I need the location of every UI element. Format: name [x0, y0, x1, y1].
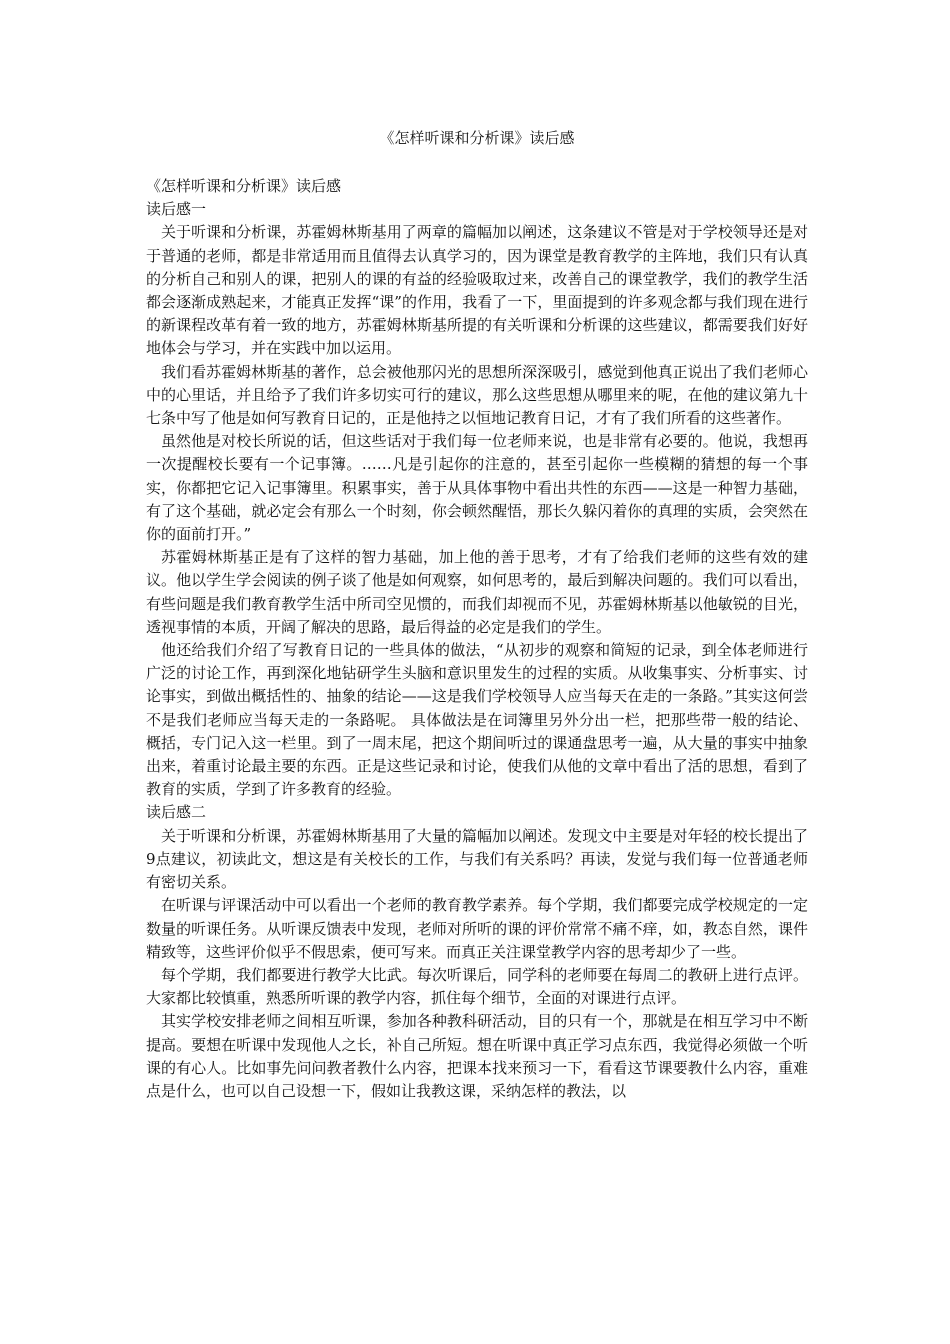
document-title: 《怎样听课和分析课》读后感 [379, 129, 575, 147]
paragraph: 他还给我们介绍了写教育日记的一些具体的做法，“从初步的观察和简短的记录，到全体老师进行广泛的讨论工作，再到深化地钻研学生头脑和意识里发生的过程的实质。从收集事实、分析事实、讨论事实，到做出概括性的、抽象的结论——这是我们学校领导人应当每天在走的一条路。”其实这何尝不是我们老师应当每天走的一条路呢。 具体做法是在词簿里另外分出一栏，把那些带一般的结论、概括，专门记入这一栏里。到了一周末尾，把这个期间听过的课通盘思考一遍，从大量的事实中抽象出来，着重讨论最主要的东西。正是这些记录和讨论，使我们从他的文章中看出了活的思想，看到了教育的实质，学到了许多教育的经验。 [146, 641, 808, 799]
paragraph: 在听课与评课活动中可以看出一个老师的教育教学素养。每个学期，我们都要完成学校规定的一定数量的听课任务。从听课反馈表中发现，老师对所听的课的评价常常不痛不痒，如，教态自然，课件精致等，这些评价似乎不假思索，便可写来。而真正关注课堂教学内容的思考却少了一些。 [146, 896, 808, 961]
paragraph: 苏霍姆林斯基正是有了这样的智力基础，加上他的善于思考，才有了给我们老师的这些有效的建议。他以学生学会阅读的例子谈了他是如何观察，如何思考的，最后到解决问题的。我们可以看出，有些问题是我们教育教学生活中所司空见惯的，而我们却视而不见，苏霍姆林斯基以他敏锐的目光，透视事情的本质，开阔了解决的思路，最后得益的必定是我们的学生。 [146, 548, 808, 636]
paragraph: 我们看苏霍姆林斯基的著作，总会被他那闪光的思想所深深吸引，感觉到他真正说出了我们老师心中的心里话，并且给予了我们许多切实可行的建议，那么这些思想从哪里来的呢，在他的建议第九十七条中写了他是如何写教育日记的，正是他持之以恒地记教育日记，才有了我们所看的这些著作。 [146, 362, 808, 428]
document-body [146, 175, 808, 1103]
document-subtitle: 《怎样听课和分析课》读后感 [146, 177, 342, 195]
section-heading-2: 读后感二 [146, 803, 207, 822]
paragraph: 关于听课和分析课，苏霍姆林斯基用了大量的篇幅加以阐述。发现文中主要是对年轻的校长提出了9点建议，初读此文，想这是有关校长的工作，与我们有关系吗？再读，发觉与我们每一位普通老师有密切关系。 [146, 826, 808, 892]
paragraph: 其实学校安排老师之间相互听课，参加各种教科研活动，目的只有一个，那就是在相互学习中不断提高。要想在听课中发现他人之长，补自己所短。想在听课中真正学习点东西，我觉得必须做一个听课的有心人。比如事先问问教者教什么内容，把课本找来预习一下，看看这节课要教什么内容，重难点是什么，也可以自己设想一下，假如让我教这课，采纳怎样的教法，以 [146, 1012, 808, 1100]
paragraph: 虽然他是对校长所说的话，但这些话对于我们每一位老师来说，也是非常有必要的。他说，我想再一次提醒校长要有一个记事簿。……凡是引起你的注意的，甚至引起你一些模糊的猜想的每一个事实，你都把它记入记事簿里。积累事实，善于从具体事物中看出共性的东西——这是一种智力基础，有了这个基础，就必定会有那么一个时刻，你会顿然醒悟，那长久躲闪着你的真理的实质，会突然在你的面前打开。” [146, 432, 808, 544]
paragraph: 关于听课和分析课，苏霍姆林斯基用了两章的篇幅加以阐述，这条建议不管是对于学校领导还是对于普通的老师，都是非常适用而且值得去认真学习的，因为课堂是教育教学的主阵地，我们只有认真的分析自己和别人的课，把别人的课的有益的经验吸取过来，改善自己的课堂教学，我们的教学生活都会逐渐成熟起来，才能真正发挥“课”的作用，我看了一下，里面提到的许多观念都与我们现在进行的新课程改革有着一致的地方，苏霍姆林斯基所提的有关听课和分析课的这些建议，都需要我们好好地体会与学习，并在实践中加以运用。 [146, 223, 808, 358]
paragraph: 每个学期，我们都要进行教学大比武。每次听课后，同学科的老师要在每周二的教研上进行点评。大家都比较慎重，熟悉所听课的教学内容，抓住每个细节，全面的对课进行点评。 [146, 965, 808, 1008]
section-heading-1: 读后感一 [146, 200, 207, 219]
